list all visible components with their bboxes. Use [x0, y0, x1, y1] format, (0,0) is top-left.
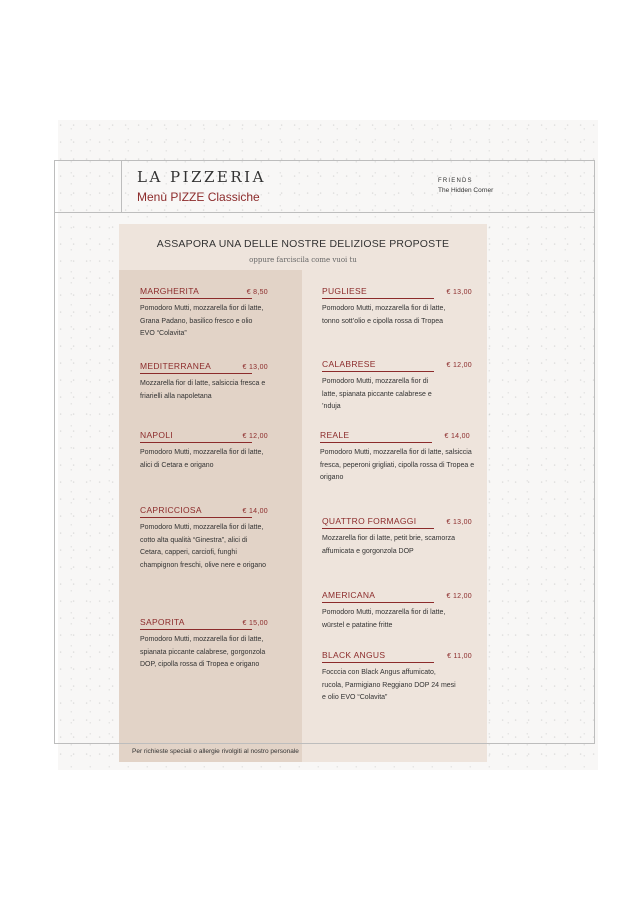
header-vertical-divider	[121, 160, 122, 212]
item-price: € 14,00	[444, 433, 470, 440]
item-price: € 12,00	[446, 593, 472, 600]
item-name: PUGLIESE	[322, 286, 367, 296]
item-description: Pomodoro Mutti, mozzarella fior di latte, würstel e patatine fritte	[322, 609, 446, 629]
menu-item-margherita	[140, 286, 268, 341]
item-divider	[140, 629, 252, 630]
item-price: € 13,00	[446, 289, 472, 296]
item-name: CALABRESE	[322, 359, 376, 369]
item-divider	[322, 662, 434, 663]
item-price: € 13,00	[242, 364, 268, 371]
item-price: € 14,00	[242, 508, 268, 515]
item-divider	[320, 442, 432, 443]
item-name: BLACK ANGUS	[322, 650, 386, 660]
item-name: QUATTRO FORMAGGI	[322, 516, 417, 526]
item-divider	[322, 528, 434, 529]
item-price: € 12,00	[242, 433, 268, 440]
item-divider	[322, 371, 434, 372]
menu-item-saporita	[140, 617, 268, 672]
item-description: Pomodoro Mutti, mozzarella fior di latte, tonno sott’olio e cipolla rossa di Tropea	[322, 305, 446, 325]
item-divider	[140, 373, 252, 374]
item-name: NAPOLI	[140, 430, 173, 440]
item-price: € 11,00	[447, 653, 472, 660]
item-description: Pomodoro Mutti, mozzarella fior di latte, Grana Padano, basilico fresco e olio EVO “Colavita”	[140, 305, 264, 337]
item-description: Pomodoro Mutti, mozzarella fior di latte, spianata piccante calabrese, gorgonzola DOP, cipolla rossa di Tropea e origano	[140, 636, 266, 668]
item-divider	[322, 298, 434, 299]
item-description: Pomodoro Mutti, mozzarella fior di latte, cotto alta qualità “Ginestra”, alici di Cetara, capperi, carciofi, funghi champignon freschi, olive nere e origano	[140, 524, 267, 569]
item-name: SAPORITA	[140, 617, 185, 627]
brand-bottom: The Hidden Corner	[438, 187, 494, 194]
item-price: € 13,00	[446, 519, 472, 526]
menu-item-napoli	[140, 430, 268, 472]
item-name: CAPRICCIOSA	[140, 505, 202, 515]
item-name: MEDITERRANEA	[140, 361, 212, 371]
header-divider	[54, 212, 595, 213]
item-name: REALE	[320, 430, 350, 440]
menu-tagline: oppure farciscila come vuoi tu	[249, 256, 357, 264]
item-divider	[140, 298, 252, 299]
menu-item-pugliese	[322, 286, 472, 328]
item-price: € 12,00	[446, 362, 472, 369]
item-price: € 15,00	[242, 620, 268, 627]
item-divider	[322, 602, 434, 603]
item-divider	[140, 517, 252, 518]
menu-subtitle: Menù PIZZE Classiche	[137, 190, 260, 204]
brand-top: FRIENDS	[438, 178, 473, 184]
item-description: Pomodoro Mutti, mozzarella fior di latte, alici di Cetara e origano	[140, 449, 264, 469]
menu-headline: ASSAPORA UNA DELLE NOSTRE DELIZIOSE PROPOSTE	[156, 238, 450, 250]
item-name: MARGHERITA	[140, 286, 200, 296]
menu-item-reale	[320, 430, 475, 485]
menu-item-mediterranea	[140, 361, 268, 403]
item-description: Pomodoro Mutti, mozzarella fior di latte, salsiccia fresca, peperoni grigliati, cipolla rossa di Tropea e origano	[320, 449, 475, 481]
item-description: Focccia con Black Angus affumicato, rucola, Parmigiano Reggiano DOP 24 mesi e olio EVO “Colavita”	[322, 669, 456, 701]
item-name: AMERICANA	[322, 590, 376, 600]
menu-item-americana	[322, 590, 472, 632]
item-description: Mozzarella fior di latte, petit brie, scamorza affumicata e gorgonzola DOP	[322, 535, 456, 555]
footer-note: Per richieste speciali o allergie rivolgiti al nostro personale	[132, 748, 299, 755]
item-description: Pomodoro Mutti, mozzarella fior di latte, spianata piccante calabrese e ’nduja	[322, 378, 432, 410]
item-divider	[140, 442, 252, 443]
item-price: € 8,50	[246, 289, 268, 296]
menu-item-quattro-formaggi	[322, 516, 472, 558]
item-description: Mozzarella fior di latte, salsiccia fresca e friarielli alla napoletana	[140, 380, 266, 400]
menu-item-black-angus	[322, 650, 472, 705]
menu-item-capricciosa	[140, 505, 268, 572]
menu-title: LA PIZZERIA	[137, 168, 266, 186]
menu-item-calabrese	[322, 359, 472, 414]
